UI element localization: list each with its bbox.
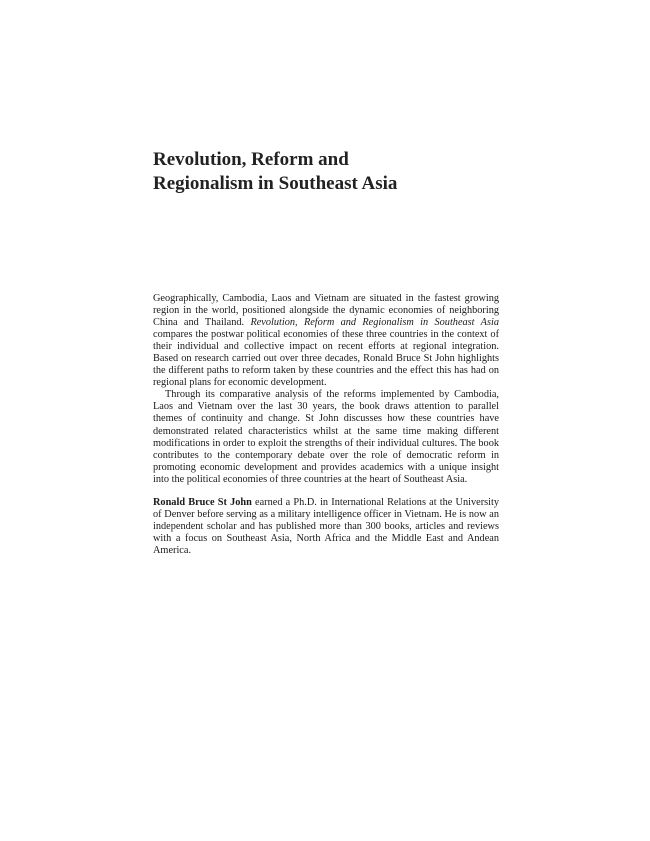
description-text-1: Geographically, Cambodia, Laos and Vietnam are situated in the fastest growing region in the world, positioned alongside the dynamic economies of neighboring China and Thailand. xyxy=(153,293,499,329)
author-name: Ronald Bruce St John xyxy=(153,496,252,508)
book-title-italic: Revolution, Reform and Regionalism in Southeast Asia xyxy=(250,317,499,329)
author-bio xyxy=(153,497,499,557)
book-title-line-2: Regionalism in Southeast Asia xyxy=(153,173,398,194)
description-paragraph-1 xyxy=(153,293,499,389)
description-text-2: compares the postwar political economies of these three countries in the context of their individual and collective impact on recent efforts at regional integration. Based on research carried out over three decades, Ronald Bruce St John highlights the different paths to reform taken by these countries and the effect this has had on regional plans for economic development. xyxy=(153,329,499,389)
description-paragraph-2: Through its comparative analysis of the reforms implemented by Cambodia, Laos and Vietnam over the last 30 years, the book draws attention to parallel themes of continuity and change. St John discusses how these countries have demonstrated related characteristics whilst at the same time making different modifications in order to exploit the strengths of their individual cultures. The book contributes to the contemporary debate over the role of democratic reform in promoting economic development and provides academics with a unique insight into the political economies of three countries at the heart of Southeast Asia. xyxy=(153,389,499,485)
book-title-line-1: Revolution, Reform and xyxy=(153,149,349,170)
author-bio-text: earned a Ph.D. in International Relations at the University of Denver before serving as a military intelligence officer in Vietnam. He is now an independent scholar and has published more than 300 books, articles and reviews with a focus on Southeast Asia, North Africa and the Middle East and Andean America. xyxy=(153,496,500,556)
book-description xyxy=(153,293,499,557)
book-title xyxy=(153,148,513,196)
